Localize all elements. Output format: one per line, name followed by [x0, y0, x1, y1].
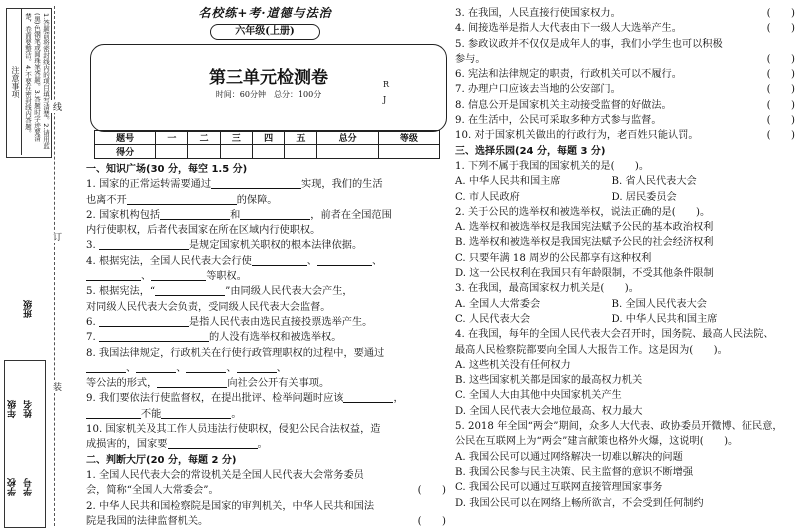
judge-line: 6. 宪法和法律规定的职责，行政机关可以不履行。 ( ) [455, 67, 795, 82]
answer-blank[interactable] [211, 177, 301, 189]
answer-parentheses[interactable]: ( ) [766, 53, 795, 65]
choice-line: C. 我国公民可以通过互联网直接管理国家事务 [455, 482, 663, 494]
grade-badge: 六年级(上册) [210, 24, 320, 40]
choice-line: 2. 关于公民的选举权和被选举权，说法正确的是( )。 [455, 206, 711, 218]
answer-blank[interactable] [127, 193, 237, 205]
judge-line: 院是我国的法律监督机关。 ( ) [86, 514, 446, 529]
school-label: 学校 [8, 478, 18, 496]
choice-line: D. 我国公民可以在网络上畅所欲言，不会受到任何制约 [455, 497, 704, 509]
section-heading: 二、判断大厅(20 分，每题 2 分) [86, 454, 237, 466]
judge-line: 10. 对于国家机关做出的行政行为，老百姓只能认罚。 ( ) [455, 128, 795, 143]
exam-subtitle: 时间：60分钟 总分：100分 [215, 90, 322, 99]
name-label: 姓名 [24, 400, 34, 418]
grade-label: 年级 [8, 400, 18, 418]
answer-blank[interactable] [160, 208, 230, 220]
question-line: 10. 国家机关及其工作人员违法行使职权，侵犯公民合法权益，造 [86, 424, 381, 436]
choice-line: 公民在互联网上为“两会”建言献策也格外火爆，这说明( )。 [455, 436, 739, 448]
choice-line: A. 中华人民共和国主席 B. 省人民代表大会 [455, 176, 697, 188]
judge-line: 会，简称“全国人大常委会”。 ( ) [86, 483, 446, 498]
score-header-cell: 等级 [378, 131, 439, 145]
title-box [90, 44, 447, 132]
cut-mark: 装 [51, 382, 61, 391]
question-line: 1. 国家的正常运转需要通过 实现，我们的生活 [86, 179, 383, 191]
question-line: 4. 根据宪法，全国人民代表大会行使 、 、 [86, 255, 383, 267]
score-cell[interactable] [378, 145, 439, 159]
exam-title: 第三单元检测卷 [209, 68, 328, 88]
answer-blank[interactable] [317, 254, 372, 266]
class-label: 班级 [24, 300, 34, 318]
answer-parentheses[interactable]: ( ) [766, 23, 795, 35]
answer-parentheses[interactable]: ( ) [766, 8, 795, 19]
answer-blank[interactable] [186, 361, 226, 373]
answer-blank[interactable] [99, 315, 189, 327]
question-line: 5. 根据宪法，“ ”由同级人民代表大会产生， [86, 286, 353, 298]
notice-text: 1.答题前将密封线内的项目填写清楚。2.请用蓝(黑)色钢笔或圆珠笔答题。3.答题时字迹要清楚，卷面要整洁。4.不要在密封线内答题。 [24, 13, 50, 149]
answer-blank[interactable] [99, 238, 189, 250]
series-brand: 名校练+考·道德与法治 [198, 6, 332, 20]
choice-line: D. 全国人民代表大会地位最高、权力最大 [455, 405, 643, 417]
question-line: 等公法的形式， 向社会公开有关事项。 [86, 378, 330, 390]
binding-line [54, 6, 55, 526]
question-line: 6. 是指人民代表由选民直接投票选举产生。 [86, 316, 373, 328]
notice-box [6, 8, 52, 158]
section-heading: 三、选择乐园(24 分，每题 3 分) [455, 145, 606, 157]
score-header-cell: 三 [220, 131, 252, 145]
answer-blank[interactable] [86, 361, 126, 373]
choice-line: B. 这些国家机关都是国家的最高权力机关 [455, 375, 643, 387]
right-column [455, 6, 795, 511]
question-line: 7. 的人没有选举权和被选举权。 [86, 332, 342, 344]
judge-line: 8. 信息公开是国家机关主动接受监督的好做法。 ( ) [455, 98, 795, 113]
choice-line: C. 人民代表大会 D. 中华人民共和国主席 [455, 313, 718, 325]
section-heading: 一、知识广场(30 分，每空 1.5 分) [86, 164, 248, 175]
question-line: 也离不开 的保障。 [86, 194, 278, 206]
judge-line: 9. 在生活中，公民可采取多种方式参与监督。 ( ) [455, 113, 795, 128]
answer-parentheses[interactable]: ( ) [766, 84, 795, 96]
score-cell[interactable] [156, 145, 188, 159]
score-header-cell: 四 [252, 131, 284, 145]
answer-blank[interactable] [240, 208, 310, 220]
edition-letter: J [383, 95, 387, 104]
answer-blank[interactable] [99, 330, 209, 342]
question-line: 3. 是规定国家机关职权的根本法律依据。 [86, 240, 363, 252]
choice-line: 3. 在我国，最高国家权力机关是( )。 [455, 283, 639, 295]
score-cell[interactable] [188, 145, 220, 159]
score-table [94, 130, 440, 159]
score-row-label: 得分 [95, 145, 156, 159]
choice-line: A. 我国公民可以通过网络解决一切难以解决的问题 [455, 451, 683, 463]
judge-line: 7. 办理户口应该去当地的公安部门。 ( ) [455, 82, 795, 97]
binding-strip [0, 0, 70, 530]
choice-line: A. 这些机关没有任何权力 [455, 359, 571, 371]
answer-blank[interactable] [155, 284, 225, 296]
answer-blank[interactable] [136, 361, 176, 373]
answer-parentheses[interactable]: ( ) [766, 130, 795, 142]
choice-line: 1. 下列不属于我国的国家机关的是( )。 [455, 160, 650, 172]
edition-letter: R [383, 80, 390, 89]
answer-parentheses[interactable]: ( ) [766, 69, 795, 81]
question-line: 内行使职权，后者代表国家在所在区域内行使职权。 [86, 225, 321, 237]
score-cell[interactable] [285, 145, 317, 159]
question-line: 2. 国家机构包括 和 ，前者在全国范围 [86, 209, 392, 221]
student-info-box [4, 360, 46, 528]
answer-blank[interactable] [151, 269, 206, 281]
answer-blank[interactable] [86, 269, 141, 281]
edition-mark [383, 77, 393, 107]
score-header-cell: 二 [188, 131, 220, 145]
question-line: 、 等职权。 [86, 269, 446, 284]
answer-blank[interactable] [237, 361, 277, 373]
question-line: 9. 我们要依法行使监督权，在提出批评、检举问题时应该 ， [86, 393, 404, 405]
score-cell[interactable] [252, 145, 284, 159]
student-id-label: 学号 [24, 478, 34, 496]
choice-line: C. 市人民政府 D. 居民委员会 [455, 191, 677, 203]
answer-blank[interactable] [157, 376, 227, 388]
choice-line: B. 选举权和被选举权是我国宪法赋予公民的社会经济权利 [455, 237, 714, 249]
score-cell[interactable] [317, 145, 378, 159]
choice-line: 5. 2018 年全国“两会”期间，众多人大代表、政协委员开微博、征民意， [455, 421, 783, 433]
question-line: 8. 我国法律规定，行政机关在行使行政管理职权的过程中，要通过 [86, 347, 385, 359]
notice-title: 注意事项 [9, 9, 22, 155]
answer-parentheses[interactable]: ( ) [417, 515, 446, 527]
judge-line: 2. 中华人民共和国检察院是国家的审判机关，中华人民共和国法 [86, 500, 375, 512]
choice-line: A. 选举权和被选举权是我国宪法赋予公民的基本政治权利 [455, 222, 714, 234]
question-line: 对同级人民代表大会负责，受同级人民代表大会监督。 [86, 301, 331, 313]
score-header-cell: 总分 [317, 131, 378, 145]
score-cell[interactable] [220, 145, 252, 159]
judge-line: 5. 参政议政并不仅仅是成年人的事，我们小学生也可以积极 [455, 38, 723, 50]
judge-line: 3. 在我国，人民直接行使国家权力。 ( ) [455, 6, 795, 21]
left-column [86, 162, 446, 529]
score-header-cell: 题号 [95, 131, 156, 145]
choice-line: B. 我国公民参与民主决策、民主监督的意识不断增强 [455, 466, 694, 478]
question-line: 不能 。 [86, 407, 446, 422]
answer-blank[interactable] [86, 407, 141, 419]
judge-line: 4. 间接选举是指人大代表由下一级人大选举产生。 ( ) [455, 21, 795, 36]
answer-blank[interactable] [161, 407, 231, 419]
score-header-cell: 五 [285, 131, 317, 145]
answer-parentheses[interactable]: ( ) [417, 485, 446, 497]
judge-line: 参与。 ( ) [455, 52, 795, 67]
answer-parentheses[interactable]: ( ) [766, 99, 795, 111]
answer-blank[interactable] [168, 437, 258, 449]
cut-mark: 线 [51, 102, 61, 111]
choice-line: 4. 在我国，每年的全国人民代表大会召开时，国务院、最高人民法院、 [455, 329, 774, 341]
question-line: 成损害的，国家要 。 [86, 439, 268, 451]
choice-line: C. 全国人大由其他中央国家机关产生 [455, 390, 622, 402]
choice-line: C. 只要年满 18 周岁的公民都享有这种权利 [455, 252, 652, 264]
score-header-cell: 一 [156, 131, 188, 145]
choice-line: 最高人民检察院都要向全国人大报告工作。这是因为( )。 [455, 344, 728, 356]
judge-line: 1. 全国人民代表大会的常设机关是全国人民代表大会常务委员 [86, 469, 364, 481]
answer-blank[interactable] [343, 391, 393, 403]
answer-parentheses[interactable]: ( ) [766, 115, 795, 127]
answer-blank[interactable] [252, 254, 307, 266]
question-line: 、 、 、 、 [86, 361, 446, 376]
exam-header [90, 4, 445, 156]
choice-line: D. 这一公民权利在我国只有年龄限制，不受其他条件限制 [455, 268, 714, 280]
cut-mark: 订 [51, 232, 61, 241]
choice-line: A. 全国人大常委会 B. 全国人民代表大会 [455, 298, 707, 310]
